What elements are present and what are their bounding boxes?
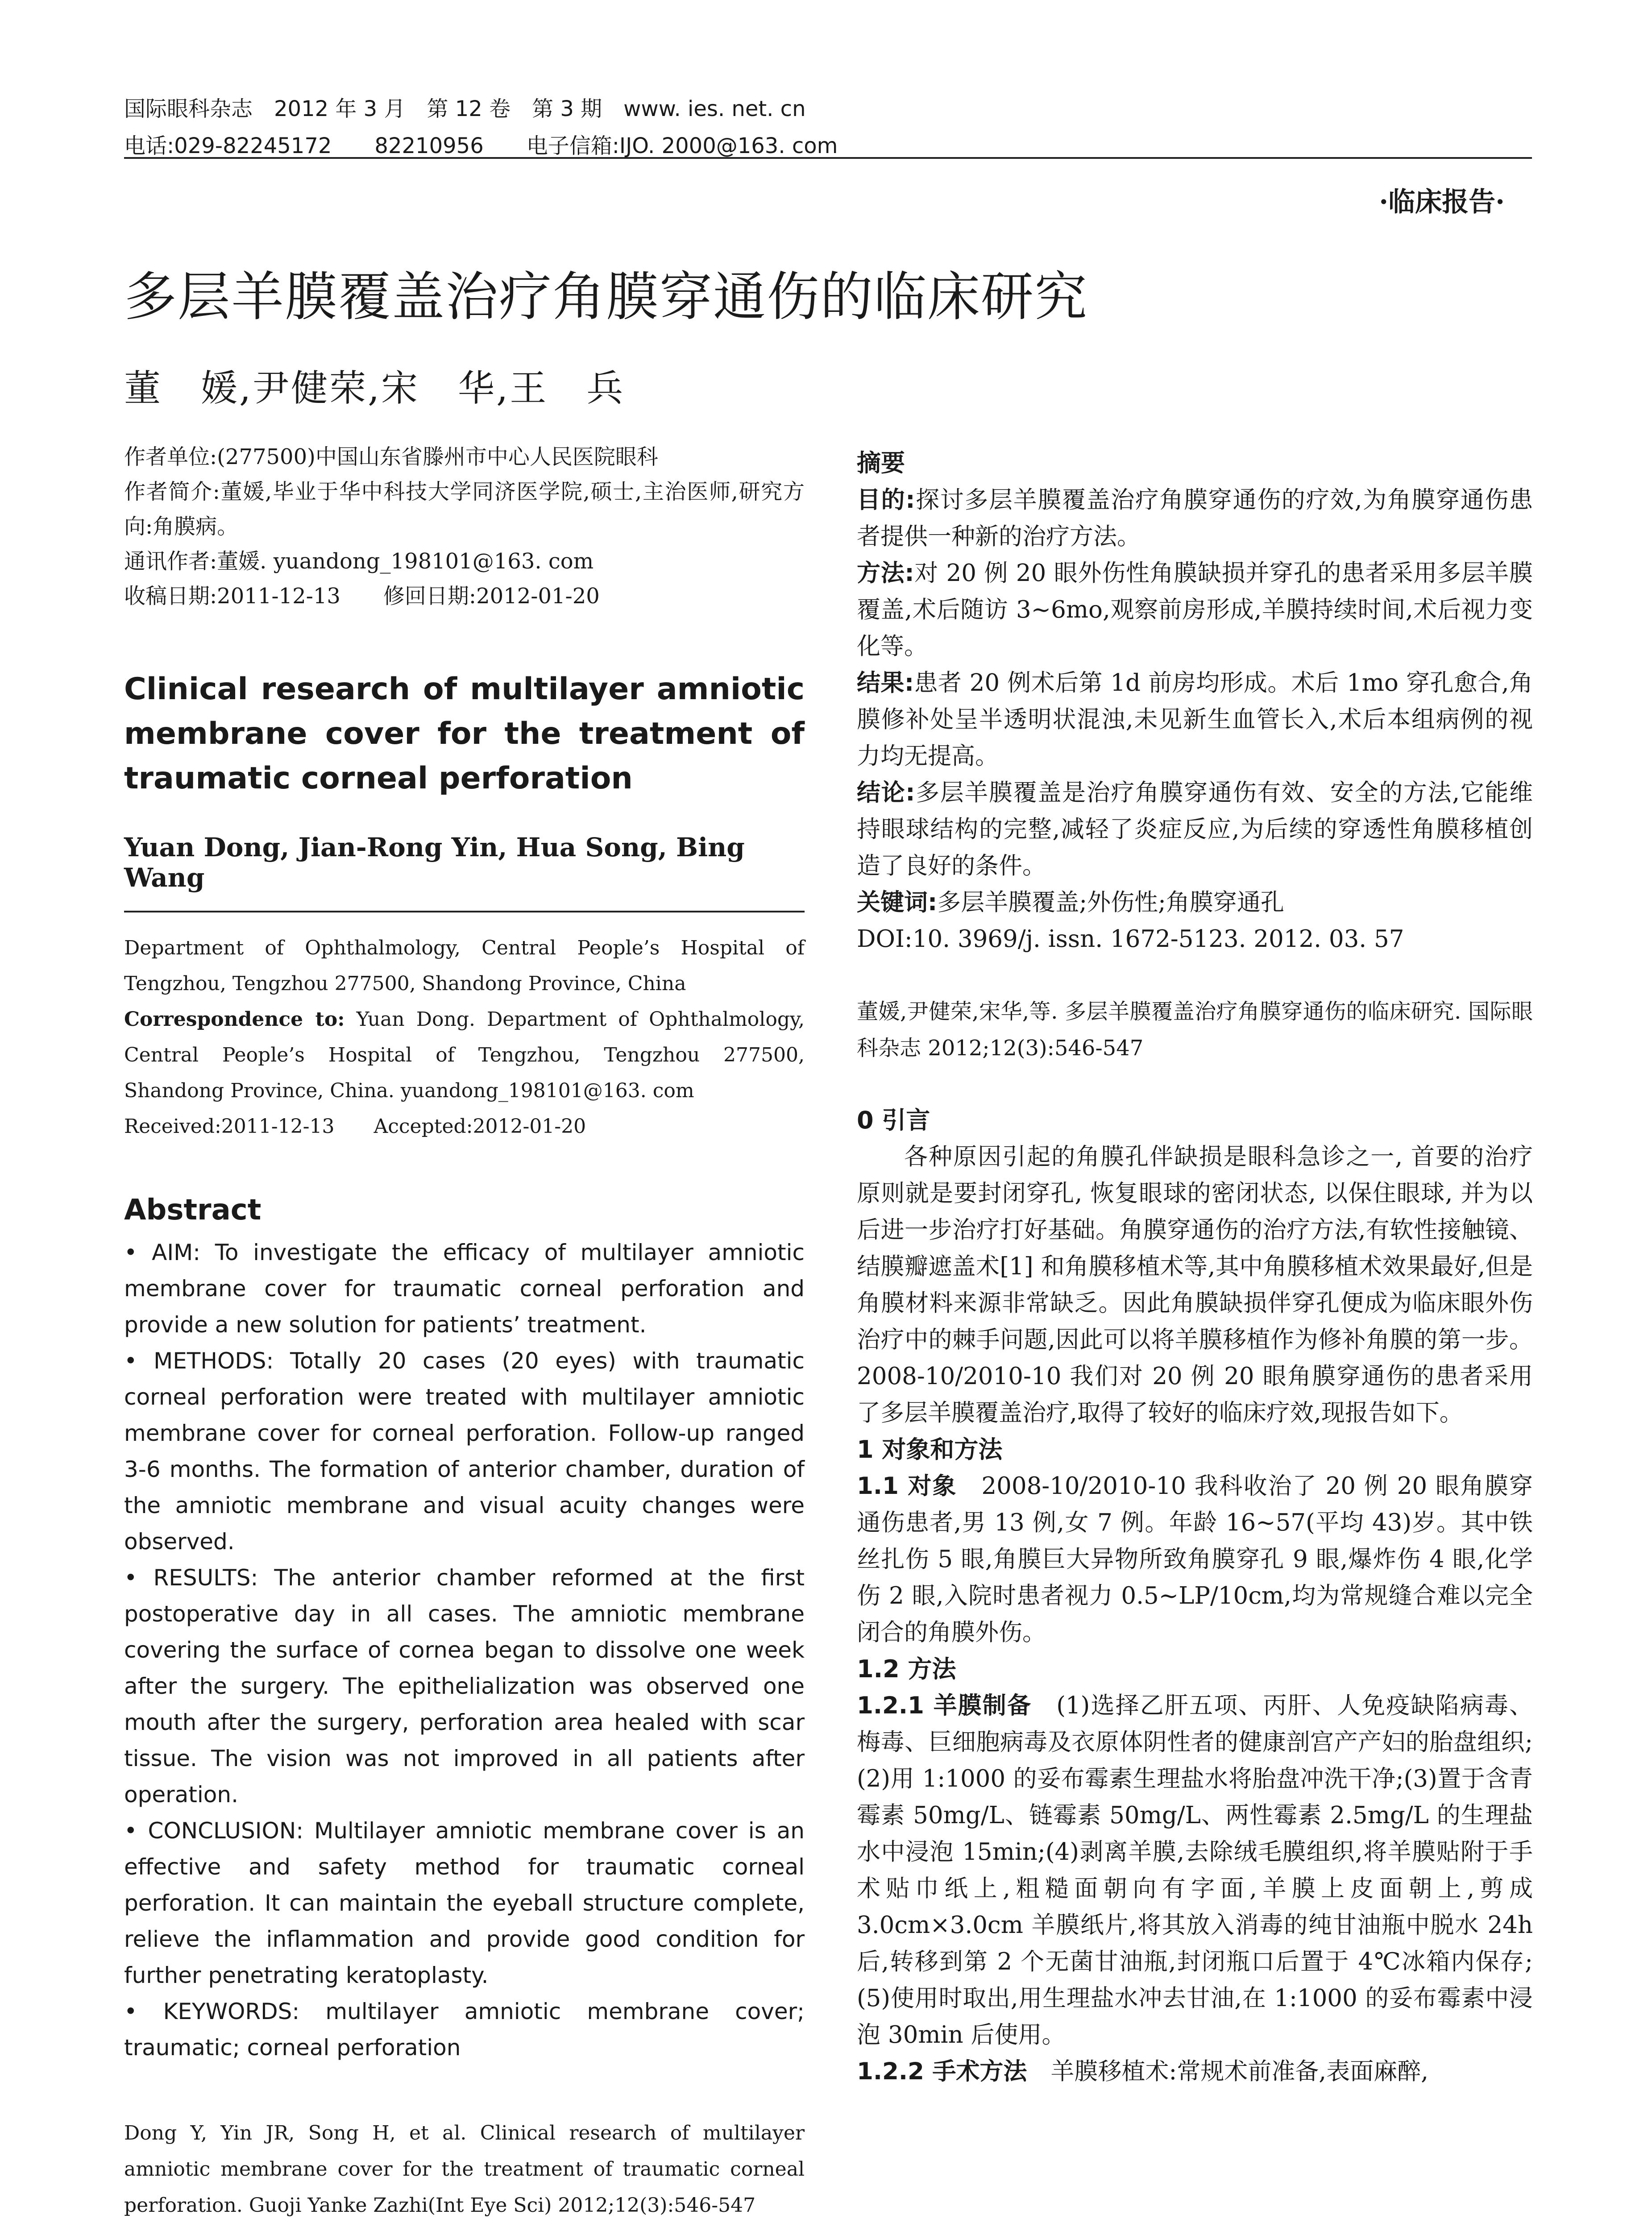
zh-methods-label: 方法: <box>857 560 914 587</box>
section-1-2-1-label: 1.2.1 羊膜制备 <box>857 1692 1032 1719</box>
zh-conclusion-label: 结论: <box>857 779 915 806</box>
section-1-1 <box>857 1468 1533 1651</box>
abstract-keywords: • KEYWORDS: multilayer amniotic membrane cover; traumatic; corneal perforation <box>124 1999 805 2061</box>
chinese-citation: 董媛,尹健荣,宋华,等. 多层羊膜覆盖治疗角膜穿通伤的临床研究. 国际眼科杂志 2012;12(3):546-547 <box>857 999 1533 1061</box>
zh-results <box>857 665 1533 775</box>
zh-results-label: 结果: <box>857 669 914 697</box>
english-correspondence <box>124 1002 805 1109</box>
author-unit: 作者单位:(277500)中国山东省滕州市中心人民医院眼科 <box>124 444 658 469</box>
zh-keywords-label: 关键词: <box>857 889 938 916</box>
zh-conclusion-text: 多层羊膜覆盖是治疗角膜穿通伤有效、安全的方法,它能维持眼球结构的完整,减轻了炎症反应,为后续的穿透性角膜移植创造了良好的条件。 <box>857 779 1533 879</box>
right-column <box>857 444 1533 2090</box>
english-citation: Dong Y, Yin JR, Song H, et al. Clinical research of multilayer amniotic membrane cover for the treatment of traumatic corneal perforation. Guoji Yanke Zazhi(Int Eye Sci) 2012;12(3):546-547 <box>124 2122 805 2217</box>
section-1-2-2-label: 1.2.2 手术方法 <box>857 2058 1027 2085</box>
zh-doi: DOI:10. 3969/j. issn. 1672-5123. 2012. 03. 57 <box>857 925 1404 953</box>
journal-header-line1: 国际眼科杂志 2012 年 3 月 第 12 卷 第 3 期 www. ies. net. cn <box>124 96 806 121</box>
chinese-abstract-heading: 摘要 <box>857 449 905 477</box>
intro-heading: 0 引言 <box>857 1106 930 1134</box>
author-correspondence: 通讯作者:董媛. yuandong_198101@163. com <box>124 549 594 574</box>
abstract-results: • RESULTS: The anterior chamber reformed at the first postoperative day in all cases. The amniotic membrane covering the surface of cornea began to dissolve one week after the surgery. The epithelialization was observed one mouth after the surgery, perforation area healed with scar tissue. The vision was not improved in all patients after operation. <box>124 1565 805 1808</box>
intro-paragraph: 各种原因引起的角膜孔伴缺损是眼科急诊之一, 首要的治疗原则就是要封闭穿孔, 恢复眼球的密闭状态, 以保住眼球, 并为以后进一步治疗打好基础。角膜穿通伤的治疗方法,有软性接触镜、结膜瓣遮盖术[1] 和角膜移植术等,其中角膜移植术效果最好,但是角膜材料来源非常缺乏。因此角膜缺损伴穿孔便成为临床眼外伤治疗中的棘手问题,因此可以将羊膜移植作为修补角膜的第一步。2008-10/2010-10 我们对 20 例 20 眼角膜穿通伤的患者采用了多层羊膜覆盖治疗,取得了较好的临床疗效,现报告如下。 <box>857 1143 1533 1427</box>
zh-keywords-text: 多层羊膜覆盖;外伤性;角膜穿通孔 <box>937 889 1284 916</box>
english-title: Clinical research of multilayer amniotic membrane cover for the treatment of traumatic corneal perforation <box>124 672 805 796</box>
correspondence-label: Correspondence to: <box>124 1008 345 1031</box>
abstract-conclusion: • CONCLUSION: Multilayer amniotic membrane cover is an effective and safety method for traumatic corneal perforation. It can maintain the eyeball structure complete, relieve the inflammation and provide good condition for further penetrating keratoplasty. <box>124 1818 805 1988</box>
zh-conclusion <box>857 775 1533 884</box>
zh-aim-text: 探讨多层羊膜覆盖治疗角膜穿通伤的疗效,为角膜穿通伤患者提供一种新的治疗方法。 <box>857 486 1533 550</box>
article-title: 多层羊膜覆盖治疗角膜穿通伤的临床研究 <box>124 266 1088 328</box>
abstract-methods: • METHODS: Totally 20 cases (20 eyes) with traumatic corneal perforation were treated with multilayer amniotic membrane cover for corneal perforation. Follow-up ranged 3-6 months. The formation of anterior chamber, duration of the amniotic membrane and visual acuity changes were observed. <box>124 1348 805 1555</box>
correspondence-text: Yuan Dong. Department of Ophthalmology, Central People’s Hospital of Tengzhou, Tengzhou 277500, Shandong Province, China. yuandong_198101@163. com <box>124 1008 805 1102</box>
zh-aim <box>857 482 1533 555</box>
author-dates: 收稿日期:2011-12-13 修回日期:2012-01-20 <box>124 584 600 609</box>
english-affiliation <box>124 930 805 1145</box>
header-rule <box>124 157 1532 159</box>
section-1-1-text: 2008-10/2010-10 我科收治了 20 例 20 眼角膜穿通伤患者,男 13 例,女 7 例。年龄 16~57(平均 43)岁。其中铁丝扎伤 5 眼,角膜巨大异物所致角膜穿孔 9 眼,爆炸伤 4 眼,化学伤 2 眼,入院时患者视力 0.5~LP/10cm,均为常规缝合难以完全闭合的角膜外伤。 <box>857 1472 1533 1646</box>
article-authors: 董 媛,尹健荣,宋 华,王 兵 <box>124 367 625 410</box>
author-bio: 作者简介:董媛,毕业于华中科技大学同济医学院,硕士,主治医师,研究方向:角膜病。 <box>124 479 805 539</box>
section-1-2-heading: 1.2 方法 <box>857 1655 956 1683</box>
zh-methods-text: 对 20 例 20 眼外伤性角膜缺损并穿孔的患者采用多层羊膜覆盖,术后随访 3~6mo,观察前房形成,羊膜持续时间,术后视力变化等。 <box>857 560 1533 660</box>
zh-keywords <box>857 884 1533 921</box>
section-label: ·临床报告· <box>1379 187 1505 218</box>
zh-aim-label: 目的: <box>857 486 915 514</box>
section-1-2-2 <box>857 2053 1533 2090</box>
zh-methods <box>857 555 1533 665</box>
section-1-2-1-text: (1)选择乙肝五项、丙肝、人免疫缺陷病毒、梅毒、巨细胞病毒及衣原体阴性者的健康剖宫产产妇的胎盘组织;(2)用 1:1000 的妥布霉素生理盐水将胎盘冲洗干净;(3)置于含青霉素 50mg/L、链霉素 50mg/L、两性霉素 2.5mg/L 的生理盐水中浸泡 15min;(4)剥离羊膜,去除绒毛膜组织,将羊膜贴附于手术贴巾纸上,粗糙面朝向有字面,羊膜上皮面朝上,剪成 3.0cm×3.0cm 羊膜纸片,将其放入消毒的纯甘油瓶中脱水 24h 后,转移到第 2 个无菌甘油瓶,封闭瓶口后置于 4℃冰箱内保存;(5)使用时取出,用生理盐水冲去甘油,在 1:1000 的妥布霉素中浸泡 30min 后使用。 <box>857 1692 1533 2049</box>
section-1-2-1 <box>857 1688 1533 2053</box>
abstract-aim: • AIM: To investigate the efficacy of multilayer amniotic membrane cover for traumatic corneal perforation and provide a new solution for patients’ treatment. <box>124 1240 805 1338</box>
section-1-1-label: 1.1 对象 <box>857 1472 957 1500</box>
chinese-abstract <box>857 482 1533 958</box>
english-dates: Received:2011-12-13 Accepted:2012-01-20 <box>124 1115 586 1138</box>
left-column <box>124 440 805 2223</box>
journal-header-line2: 电话:029-82245172 82210956 电子信箱:IJO. 2000@163. com <box>124 133 838 158</box>
author-info <box>124 440 805 614</box>
zh-results-text: 患者 20 例术后第 1d 前房均形成。术后 1mo 穿孔愈合,角膜修补处呈半透明状混浊,未见新生血管长入,术后本组病例的视力均无提高。 <box>857 669 1533 770</box>
english-authors: Yuan Dong, Jian-Rong Yin, Hua Song, Bing Wang <box>124 832 805 912</box>
english-abstract <box>124 1235 805 2066</box>
section-1-2-2-text: 羊膜移植术:常规术前准备,表面麻醉, <box>1027 2058 1428 2085</box>
abstract-heading: Abstract <box>124 1194 261 1227</box>
english-department: Department of Ophthalmology, Central People’s Hospital of Tengzhou, Tengzhou 277500, Shandong Province, China <box>124 937 805 995</box>
section1-heading: 1 对象和方法 <box>857 1435 1003 1464</box>
article-body <box>857 1102 1533 2090</box>
